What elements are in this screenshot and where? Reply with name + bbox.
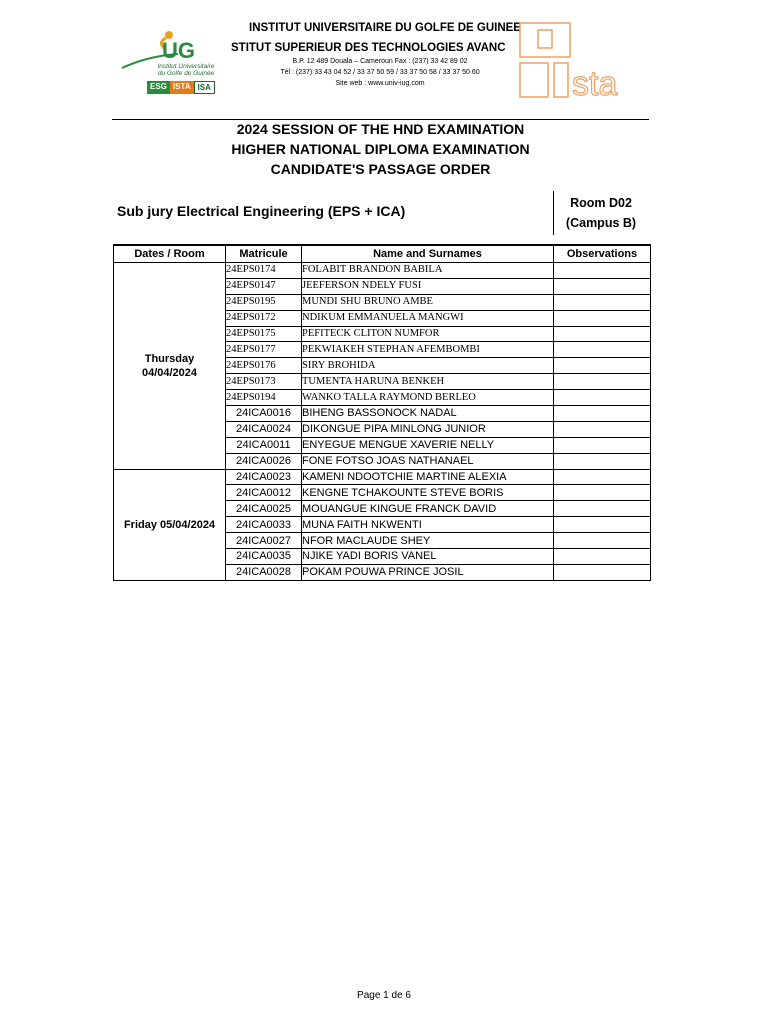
name-cell: MUNDI SHU BRUNO AMBE bbox=[302, 294, 554, 310]
exam-name-title: HIGHER NATIONAL DIPLOMA EXAMINATION bbox=[231, 141, 530, 157]
name-cell: BIHENG BASSONOCK NADAL bbox=[302, 406, 554, 422]
col-header-dates: Dates / Room bbox=[114, 245, 226, 263]
matricule-cell: 24ICA0016 bbox=[226, 406, 302, 422]
ista-logo bbox=[518, 21, 634, 101]
room-campus: (Campus B) bbox=[565, 216, 637, 230]
matricule-cell: 24EPS0174 bbox=[226, 263, 302, 279]
matricule-cell: 24ICA0012 bbox=[226, 485, 302, 501]
matricule-cell: 24EPS0195 bbox=[226, 294, 302, 310]
room-number: Room D02 bbox=[570, 196, 632, 210]
matricule-cell: 24ICA0033 bbox=[226, 517, 302, 533]
observation-cell[interactable] bbox=[554, 549, 651, 565]
iug-logo-subtitle bbox=[146, 63, 226, 77]
matricule-cell: 24ICA0028 bbox=[226, 564, 302, 580]
name-cell: NJIKE YADI BORIS VANEL bbox=[302, 549, 554, 565]
name-cell: FONE FOTSO JOAS NATHANAEL bbox=[302, 453, 554, 469]
matricule-cell: 24EPS0147 bbox=[226, 278, 302, 294]
badge-isa: ISA bbox=[194, 81, 215, 94]
table-header-row bbox=[114, 245, 651, 263]
badge-esg: ESG bbox=[147, 81, 170, 94]
matricule-cell: 24EPS0173 bbox=[226, 374, 302, 390]
observation-cell[interactable] bbox=[554, 453, 651, 469]
room-divider bbox=[553, 191, 554, 235]
name-cell: MOUANGUE KINGUE FRANCK DAVID bbox=[302, 501, 554, 517]
observation-cell[interactable] bbox=[554, 358, 651, 374]
name-cell: KAMENI NDOOTCHIE MARTINE ALEXIA bbox=[302, 469, 554, 485]
matricule-cell: 24EPS0177 bbox=[226, 342, 302, 358]
date-day: Thursday bbox=[144, 352, 195, 365]
observation-cell[interactable] bbox=[554, 278, 651, 294]
matricule-cell: 24ICA0011 bbox=[226, 437, 302, 453]
name-cell: SIRY BROHIDA bbox=[302, 358, 554, 374]
name-cell: MUNA FAITH NKWENTI bbox=[302, 517, 554, 533]
matricule-cell: 24ICA0024 bbox=[226, 421, 302, 437]
matricule-cell: 24EPS0172 bbox=[226, 310, 302, 326]
svg-text:sta: sta bbox=[572, 65, 618, 101]
name-cell: KENGNE TCHAKOUNTE STEVE BORIS bbox=[302, 485, 554, 501]
passage-order-title: CANDIDATE'S PASSAGE ORDER bbox=[270, 161, 491, 177]
observation-cell[interactable] bbox=[554, 469, 651, 485]
observation-cell[interactable] bbox=[554, 326, 651, 342]
matricule-cell: 24ICA0025 bbox=[226, 501, 302, 517]
col-header-name: Name and Surnames bbox=[302, 245, 554, 263]
observation-cell[interactable] bbox=[554, 533, 651, 549]
col-header-matricule: Matricule bbox=[226, 245, 302, 263]
name-cell: FOLABIT BRANDON BABILA bbox=[302, 263, 554, 279]
room-label bbox=[557, 193, 645, 233]
name-cell: POKAM POUWA PRINCE JOSIL bbox=[302, 564, 554, 580]
observation-cell[interactable] bbox=[554, 390, 651, 406]
observation-cell[interactable] bbox=[554, 437, 651, 453]
name-cell: TUMENTA HARUNA BENKEH bbox=[302, 374, 554, 390]
name-cell: DIKONGUE PIPA MINLONG JUNIOR bbox=[302, 421, 554, 437]
matricule-cell: 24EPS0176 bbox=[226, 358, 302, 374]
school-badges bbox=[147, 81, 215, 94]
observation-cell[interactable] bbox=[554, 342, 651, 358]
svg-text:UG: UG bbox=[162, 38, 195, 63]
table-row bbox=[114, 263, 651, 279]
name-cell: WANKO TALLA RAYMOND BERLEO bbox=[302, 390, 554, 406]
observation-cell[interactable] bbox=[554, 406, 651, 422]
date-cell-thursday bbox=[114, 263, 226, 470]
address-line: B.P. 12 489 Douala – Cameroun Fax : (237) 33 42 89 02 bbox=[292, 58, 468, 65]
matricule-cell: 24ICA0027 bbox=[226, 533, 302, 549]
exam-session-title: 2024 SESSION OF THE HND EXAMINATION bbox=[236, 121, 525, 137]
institute-subname: STITUT SUPERIEUR DES TECHNOLOGIES AVANC bbox=[231, 42, 506, 54]
matricule-cell: 24ICA0023 bbox=[226, 469, 302, 485]
matricule-cell: 24ICA0035 bbox=[226, 549, 302, 565]
observation-cell[interactable] bbox=[554, 421, 651, 437]
date-value: 04/04/2024 bbox=[141, 366, 198, 379]
observation-cell[interactable] bbox=[554, 485, 651, 501]
col-header-observations: Observations bbox=[554, 245, 651, 263]
subjury-label: Sub jury Electrical Engineering (EPS + ICA) bbox=[117, 203, 406, 219]
badge-ista: ISTA bbox=[170, 81, 194, 94]
matricule-cell: 24ICA0026 bbox=[226, 453, 302, 469]
name-cell: JEEFERSON NDELY FUSI bbox=[302, 278, 554, 294]
observation-cell[interactable] bbox=[554, 564, 651, 580]
observation-cell[interactable] bbox=[554, 310, 651, 326]
matricule-cell: 24EPS0194 bbox=[226, 390, 302, 406]
name-cell: PEKWIAKEH STEPHAN AFEMBOMBI bbox=[302, 342, 554, 358]
name-cell: PEFITECK CLITON NUMFOR bbox=[302, 326, 554, 342]
phone-line: Tél : (237) 33 43 04 52 / 33 37 50 59 / 33 37 50 58 / 33 37 50 60 bbox=[280, 69, 480, 76]
name-cell: ENYEGUE MENGUE XAVERIE NELLY bbox=[302, 437, 554, 453]
observation-cell[interactable] bbox=[554, 501, 651, 517]
passage-order-table bbox=[113, 244, 651, 581]
website-line: Site web : www.univ-iug.com bbox=[335, 80, 425, 87]
observation-cell[interactable] bbox=[554, 517, 651, 533]
name-cell: NDIKUM EMMANUELA MANGWI bbox=[302, 310, 554, 326]
iug-subtitle-line1: Institut Universitaire bbox=[157, 63, 215, 70]
date-cell-friday bbox=[114, 469, 226, 580]
observation-cell[interactable] bbox=[554, 374, 651, 390]
institution-name: INSTITUT UNIVERSITAIRE DU GOLFE DE GUINEE bbox=[249, 22, 521, 34]
matricule-cell: 24EPS0175 bbox=[226, 326, 302, 342]
observation-cell[interactable] bbox=[554, 263, 651, 279]
observation-cell[interactable] bbox=[554, 294, 651, 310]
date-day: Friday 05/04/2024 bbox=[123, 518, 216, 531]
header-divider bbox=[112, 119, 649, 120]
page-number: Page 1 de 6 bbox=[357, 990, 411, 1001]
table-row bbox=[114, 469, 651, 485]
name-cell: NFOR MACLAUDE SHEY bbox=[302, 533, 554, 549]
iug-subtitle-line2: du Golfe de Guinée bbox=[157, 70, 215, 77]
